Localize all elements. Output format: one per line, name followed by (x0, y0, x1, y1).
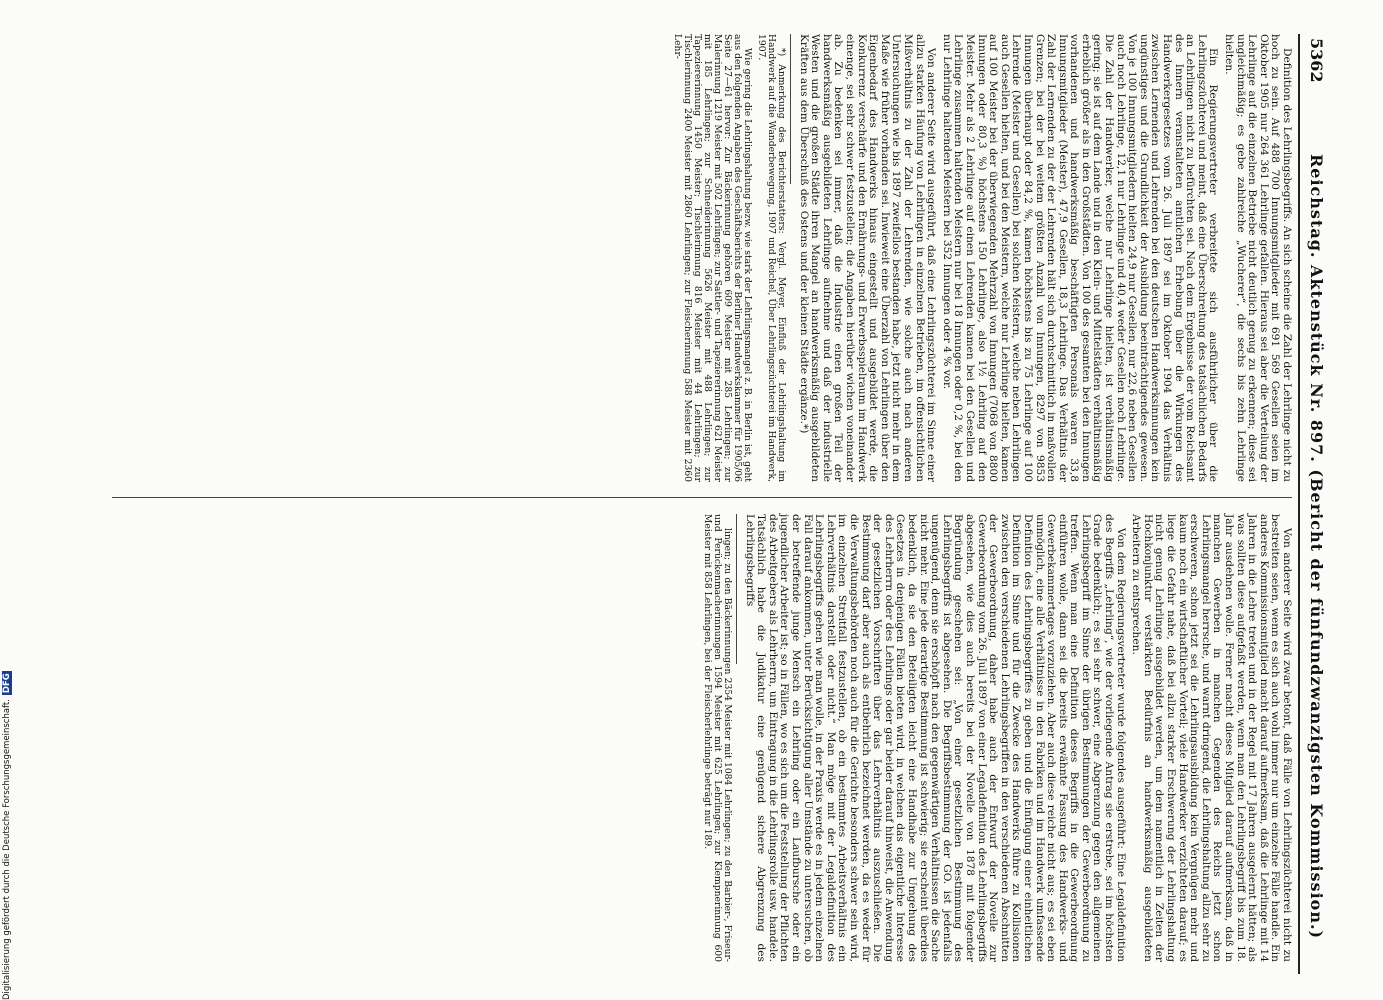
left-column (668, 34, 1292, 482)
footnote: lingen; zu den Bäckerinnungen 2354 Meister mit 1084 Lehrlingen; zu den Barbier-, Friseur- und Perückenmacherinnungen 1594 Meister mit 625 Lehrlingen; zur Klempnerinnung 600 Meister mit 858 Lehrlingen, bei der Fleischerlehrlinge beträgt nur 189. (702, 514, 734, 962)
paragraph: Ein Regierungsvertreter verbreitete sich ausführlicher über die Lehrlingszüchterei und meint, daß eine Überschreitung des tatsächlichen Bedarfs an Lehrlingen nicht zu befürchten sei. Nach dem Ergebnisse der vom Reichsamt des Innern veranstalteten amtlichen Erhebung über die Wirkungen des Handwerkergesetzes vom 26. Juli 1897 sei im Oktober 1904 das Verhältnis zwischen Lernenden und Lehrenden bei den deutschen Handwerksinnungen kein ungünstiges und die Grundlichkeit der Ausbildung beeinträchtigendes gewesen. Von je 100 Innungsmitgliedern hielten 24,9 nur Gesellen, nur 22,6 neben Gesellen auch noch Lehrlinge, 12,1 nur Lehrlinge und 40,4 weder Gesellen noch Lehrlinge. Die Zahl der Handwerker, welche nur Lehrlinge hielten, ist verhältnismäßig gering; sie ist auf dem Lande und in den Klein- und Mittelstädten verhältnismäßig erheblich größer als in den Großstädten. Von 100 des gesamten bei den Innungen vorhandenen und handwerksmäßig beschäftigten Personals waren 33,8 Innungsmitglieder (Meister), 47,9 Gesellen, 18,3 Lehrlinge. Das Verhältnis der Zahl der Lernenden zu der der Lehrenden hält sich durchschnittlich in maßvollen Grenzen; bei der bei weitem größten Anzahl von Innungen, 8297 von 9853 Innungen überhaupt oder 84,2 %, kamen höchstens bis zu 75 Lehrlinge auf 100 Lehrende (Meister und Gesellen) bei solchen Meistern, welche neben Lehrlingen auch Gesellen hielten, und bei den Meistern, welche nur Lehrlinge hielten, kamen auf 100 Meister bei der überwiegenden Mehrzahl von Innungen (7068 von 8800 Innungen oder 80,3 %) höchstens 150 Lehrlinge, also 1½ Lehrling auf den Meister. Mehr als 2 Lehrlinge auf einen Lehrenden kamen bei den Gesellen und Lehrlinge zusammen haltenden Meistern nur bei 18 Innungen oder 0,2 %, bei den nur Lehrlinge haltenden Meistern bei 352 Innungen oder 4 % vor. (940, 34, 1220, 482)
page-header (1296, 34, 1330, 974)
rotated-document-page (90, 34, 1330, 974)
paragraph: Von anderer Seite wird zwar betont, daß Fälle von Lehrlingszüchterei nicht zu bestreiten seien, wenn es sich auch wohl immer nur um einzelne Fälle handle. Ein anderes Kommissionsmitglied macht darauf aufmerksam, daß die Lehrlinge mit 14 Jahren in die Lehre treten und in der Regel mit 17 Jahren ausgelernt hätten; als was sollten diese aufgefaßt werden, wenn man den Lehrlingsbegriff bis zum 18. Jahr ausdehnen wolle. Ferner macht dieses Mitglied darauf aufmerksam, daß in manchen Gewerben in manchen Gegenden des Reichs jetzt schon Lehrlingsmangel herrsche, und warnt dringend, die Lehrlingshaltung allzu sehr zu erschweren, schon jetzt sei die Lehrlingsausbildung kein Vergnügen mehr und kaum noch ein wirtschaftlicher Vorteil; viele Handwerker verzichteten darauf; es liege die Gefahr nahe, daß bei allzu starker Erschwerung der Lehrlingshaltung nicht genug Lehrlinge ausgebildet werden, um dem namentlich in Zeiten der Hochkonjunktur verstärkten Bedürfnis an handwerksmäßig ausgebildeten Arbeitern zu entsprechen. (1130, 514, 1293, 962)
digitization-credit (2, 671, 12, 1000)
footnote: Wie gering die Lehrlingshaltung bezw. wie stark der Lehrlingsmangel z. B. in Berlin ist, geht aus den folgenden Angaben des Geschäftsberichts der Berliner Handwerkskammer für 1905/06 Seite 27—61 hervor: Zur Bäckerinnung gehören 609 Meister mit 285 Lehrlingen; zur Malerinnung 1219 Meister mit 502 Lehrlingen; zur Sattler- und Tapeziererinnung 621 Meister mit 185 Lehrlingen; zur Schneiderinnung 5626 Meister mit 488 Lehrlingen; zur Tapeziererinnung 1450 Meister; Tischlerinnung 816 Meister mit 44 Lehrlingen; zur Tischlerinnung 2400 Meister mit 2860 Lehrlingen; zur Fleischerinnung 588 Meister mit 2360 Lehr- (672, 34, 754, 482)
paragraph: Von anderer Seite wird ausgeführt, daß eine Lehrlingszüchterei im Sinne einer allzu starken Häufung von Lehrlingen in einzelnen Betrieben, im offensichtlichen Mißverhältnis zu der Zahl der Lehrenden, wie solche auch nach anderen Untersuchungen wie bis 1897 zweifellos bestanden habe, jetzt nicht mehr in dem Maße wie früher vorhanden sei. Inwieweit eine Überzahl von Lehrlingen über den Eigenbedarf des Handwerks hinaus eingestellt und ausgebildet werde, die Konkurrenz verschärfe und den Ernährungs- und Erwerbsspielraum im Handwerk einenge, sei sehr schwer festzustellen; die Angaben hierüber wichen voneinander ab. Zu bedenken sei immer, daß die Industrie einen großen Teil der handwerksmäßig ausgebildeten Lehrlinge aufnehme und daß der industrielle Westen und die großen Städte ihren Mangel an handwerksmäßig ausgebildeten Kräften aus dem Überschuß des Ostens und der kleinen Städte ergänze.*) (797, 34, 938, 482)
page-number: 5362 (1307, 38, 1326, 83)
column-divider (112, 497, 1292, 498)
dfg-logo: DFG (2, 673, 12, 694)
credit-text: Digitalisierung gefördert durch die Deutsche Forschungsgemeinschaft. (2, 699, 12, 1000)
right-column (698, 514, 1292, 962)
footnote-rule (790, 34, 791, 184)
header-rule (1298, 34, 1300, 974)
footnote: *) Anmerkung des Berichterstatters: Vergl. Meyer, Einfluß der Lehrlingshaltung im Handwerk auf die Wanderbewegung, 1907 und Reichel, Über Lehrlingszüchterei im Handwerk, 1907. (756, 34, 788, 482)
footnote-rule (736, 514, 737, 664)
paragraph: Definition des Lehrlingsbegriffs. An sich scheine die Zahl der Lehrlinge nicht zu hoch zu sein. Auf 488 700 Innungsmitglieder mit 691 569 Gesellen seien im Oktober 1905 nur 264 361 Lehrlinge gefallen. Hieraus sei aber die Verteilung der Lehrlinge auf die einzelnen Betriebe nicht deutlich genug zu erkennen; diese sei ungleichmäßig; es gebe zahlreiche „Wucherer“, die sechs bis zehn Lehrlinge hielten. (1223, 34, 1293, 482)
paragraph: Von dem Regierungsvertreter wurde folgendes ausgeführt: Eine Legaldefinition des Begriffs „Lehrling“, wie der vorliegende Antrag sie erstrebe, sei im höchsten Grade bedenklich; es sei sehr schwer, eine Abgrenzung gegen den allgemeinen Lehrlingsbegriff im Sinne der übrigen Bestimmungen der Gewerbeordnung zu treffen. Wenn man eine Definition dieses Begriffs in die Gewerbeordnung einführen wolle, dann sei die bereits erwähnte Fassung des Handwerks- und Gewerbekammertages vorzuziehen. Aber auch diese reiche nicht aus; es sei eben unmöglich, eine alle Verhältnisse in den Fabriken und im Handwerk umfassende Definition des Lehrlingsbegriffes zu geben und die Einfügung einer einheitlichen Definition im Sinne und für die Zwecke des Handwerks führe zu Kollisionen zwischen den verschiedenen Lehrlingsbegriffen in den verschiedenen Abschnitten der Gewerbeordnung, daher habe auch der Entwurf der Novelle zur Gewerbeordnung vom 26. Juli 1897 von einer Legaldefinition des Lehrlingsbegriffs abgesehen, wie dies auch bereits bei der Novelle von 1878 mit folgender Begründung geschehen sei: „Von einer gesetzlichen Bestimmung des Lehrlingsbegriffs ist abgesehen. Die Begriffsbestimmung der GO. ist jedenfalls ungenügend, denn sie erschöpft nach den gegenwärtigen Verhältnissen die Sache nicht mehr. Eine jede derartige Bestimmung ist schwierig; sie erscheint überdies bedenklich, da sie den Beteiligten leicht eine Handhabe zur Umgehung des Gesetzes in denjenigen Fällen bieten wird, in welchen das eigentliche Interesse des Lehrherrn oder des Lehrlings oder gar beider darauf hinweist, die Anwendung der gesetzlichen Vorschriften über das Lehrverhältnis auszuschließen. Die Bestimmung darf aber auch als entbehrlich bezeichnet werden, da es weder für die Verwaltungsbehörden noch auch für die Gerichte besonders schwer sein wird, im einzelnen Streitfall festzustellen, ob ein bestimmtes Arbeitsverhältnis ein Lehrverhältnis darstellt oder nicht.“ Man möge mit der Legaldefinition des Lehrlingsbegriffs gehen wie man wolle, in der Praxis werde es in jedem einzelnen Fall darauf ankommen, unter Berücksichtigung aller Umstände zu untersuchen, ob der betreffende junge Mensch ein Lehrling oder ein Laufbursche oder ein jugendlicher Arbeiter ist; so in Fällen, wo es sich um die Feststellung der Pflichten des Arbeitgebers als Lehrherrn, um Eintragung in die Lehrlingsrolle usw. handele. Tatsächlich habe die Judikatur eine genügend sichere Abgrenzung des Lehrlingsbegriffs (743, 514, 1127, 962)
page-title: Reichstag. Aktenstück Nr. 897. (Bericht der fünfundzwanzigsten Kommission.) (1307, 154, 1326, 940)
